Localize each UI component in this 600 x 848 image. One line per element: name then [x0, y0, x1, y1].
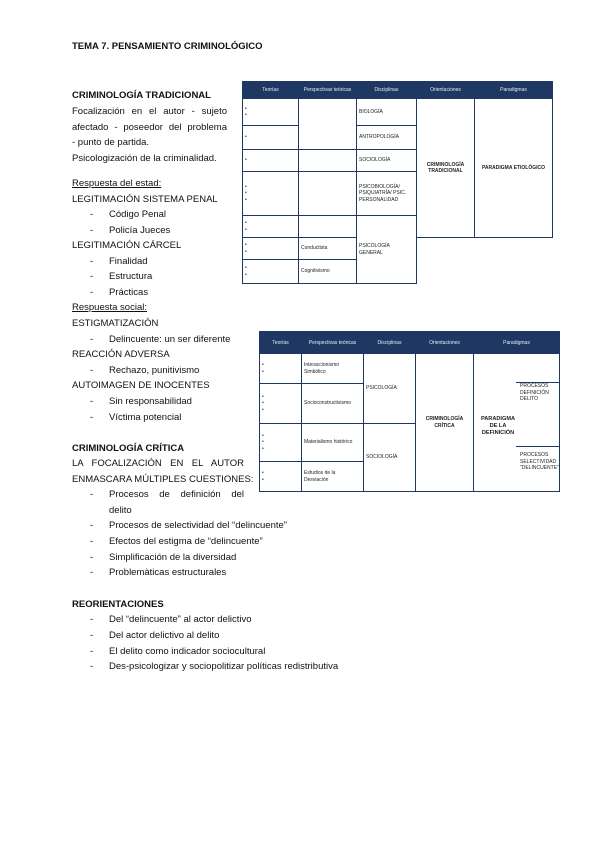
header-theories: Teorías: [243, 82, 299, 99]
process-label: PROCESOS SELECTIVIDAD "DELINCUENTE": [520, 452, 559, 471]
state-response-heading: Respuesta del estad:: [72, 178, 162, 189]
self-image-heading: AUTOIMAGEN DE INOCENTES: [72, 380, 210, 391]
perspective-cell: Cognitivismo: [299, 260, 357, 284]
discipline-cell: ANTROPOLOGÍA: [357, 126, 417, 150]
discipline-cell: BIOLOGÍA: [357, 99, 417, 126]
header-perspectives: Perspectivas teóricas: [299, 82, 357, 99]
adverse-heading: REACCIÓN ADVERSA: [72, 349, 170, 360]
theory-cell: • •: [243, 238, 299, 260]
header-disciplines: Disciplinas: [357, 82, 417, 99]
perspective-cell: [299, 99, 357, 150]
perspective-cell: Conductista: [299, 238, 357, 260]
theory-cell: • •: [243, 216, 299, 238]
discipline-cell: PSICOBIOLOGÍA/ PSIQUIATRÍA/ PSIC. PERSONALIDAD: [357, 172, 417, 216]
theory-cell: • • •: [260, 424, 302, 462]
header-theories: Teorías: [260, 332, 302, 354]
header-orientations: Orientaciones: [417, 82, 475, 99]
orientation-cell: CRIMINOLOGÍA CRÍTICA: [416, 354, 474, 492]
header-orientations: Orientaciones: [416, 332, 474, 354]
critical-intro-line-1: LA FOCALIZACIÓN EN EL AUTOR: [72, 458, 244, 469]
carcel-heading: LEGITIMACIÓN CÁRCEL: [72, 240, 182, 251]
header-paradigms: Paradigmas: [474, 332, 560, 354]
reorientations-heading: REORIENTACIONES: [72, 599, 164, 610]
perspective-cell: [299, 216, 357, 238]
discipline-cell: SOCIOLOGÍA: [364, 424, 416, 492]
perspective-cell: Socioconstructivismo: [302, 384, 364, 424]
traditional-heading: CRIMINOLOGÍA TRADICIONAL: [72, 90, 211, 101]
perspective-cell: [299, 150, 357, 172]
discipline-cell: PSICOLOGÍA GENERAL: [357, 216, 417, 284]
critical-heading: CRIMINOLOGÍA CRÍTICA: [72, 443, 185, 454]
perspective-cell: [299, 172, 357, 216]
process-label: PROCESOS DEFINICIÓN DELITO: [520, 383, 549, 402]
stigma-heading: ESTIGMATIZACIÓN: [72, 318, 159, 329]
perspective-cell: Materialismo histórico: [302, 424, 364, 462]
page-title: TEMA 7. PENSAMIENTO CRIMINOLÓGICO: [72, 41, 263, 52]
empty-cell: [417, 238, 553, 260]
theory-cell: •: [243, 126, 299, 150]
discipline-cell: SOCIOLOGÍA: [357, 150, 417, 172]
orientation-cell: CRIMINOLOGÍA TRADICIONAL: [417, 99, 475, 238]
intro-line-3: - punto de partida.: [72, 137, 150, 148]
social-response-heading: Respuesta social:: [72, 302, 147, 313]
critical-intro-line-2: ENMASCARA MÚLTIPLES CUESTIONES:: [72, 474, 254, 485]
theory-cell: • • •: [243, 172, 299, 216]
traditional-theory-table: [242, 81, 553, 284]
paradigm-cell: [474, 354, 560, 492]
divider: [516, 446, 560, 447]
intro-line-2: afectado - poseedor del problema: [72, 121, 227, 133]
theory-cell: • •: [243, 260, 299, 284]
theory-cell: • •: [260, 462, 302, 492]
theory-cell: • •: [243, 99, 299, 126]
penal-heading: LEGITIMACIÓN SISTEMA PENAL: [72, 194, 218, 205]
theory-cell: • •: [260, 354, 302, 384]
list-item-continuation: delito: [109, 505, 132, 516]
perspective-cell: Estudios de la Desviación: [302, 462, 364, 492]
paradigm-cell: PARADIGMA ETIOLÓGICO: [475, 99, 553, 238]
theory-cell: •: [243, 150, 299, 172]
perspective-cell: Interaccionismo Simbólico: [302, 354, 364, 384]
traditional-intro: [72, 104, 227, 166]
discipline-cell: PSICOLOGÍA: [364, 354, 416, 424]
header-disciplines: Disciplinas: [364, 332, 416, 354]
critical-theory-table: [259, 331, 560, 492]
theory-cell: • • •: [260, 384, 302, 424]
intro-line-1: Focalización en el autor - sujeto: [72, 106, 227, 117]
header-paradigms: Paradigmas: [475, 82, 553, 99]
paradigm-label: PARADIGMA DE LA DEFINICIÓN: [480, 416, 516, 436]
header-perspectives: Perspectivas teóricas: [302, 332, 364, 354]
intro-line-4: Psicologización de la criminalidad.: [72, 152, 217, 164]
empty-cell: [417, 260, 553, 284]
